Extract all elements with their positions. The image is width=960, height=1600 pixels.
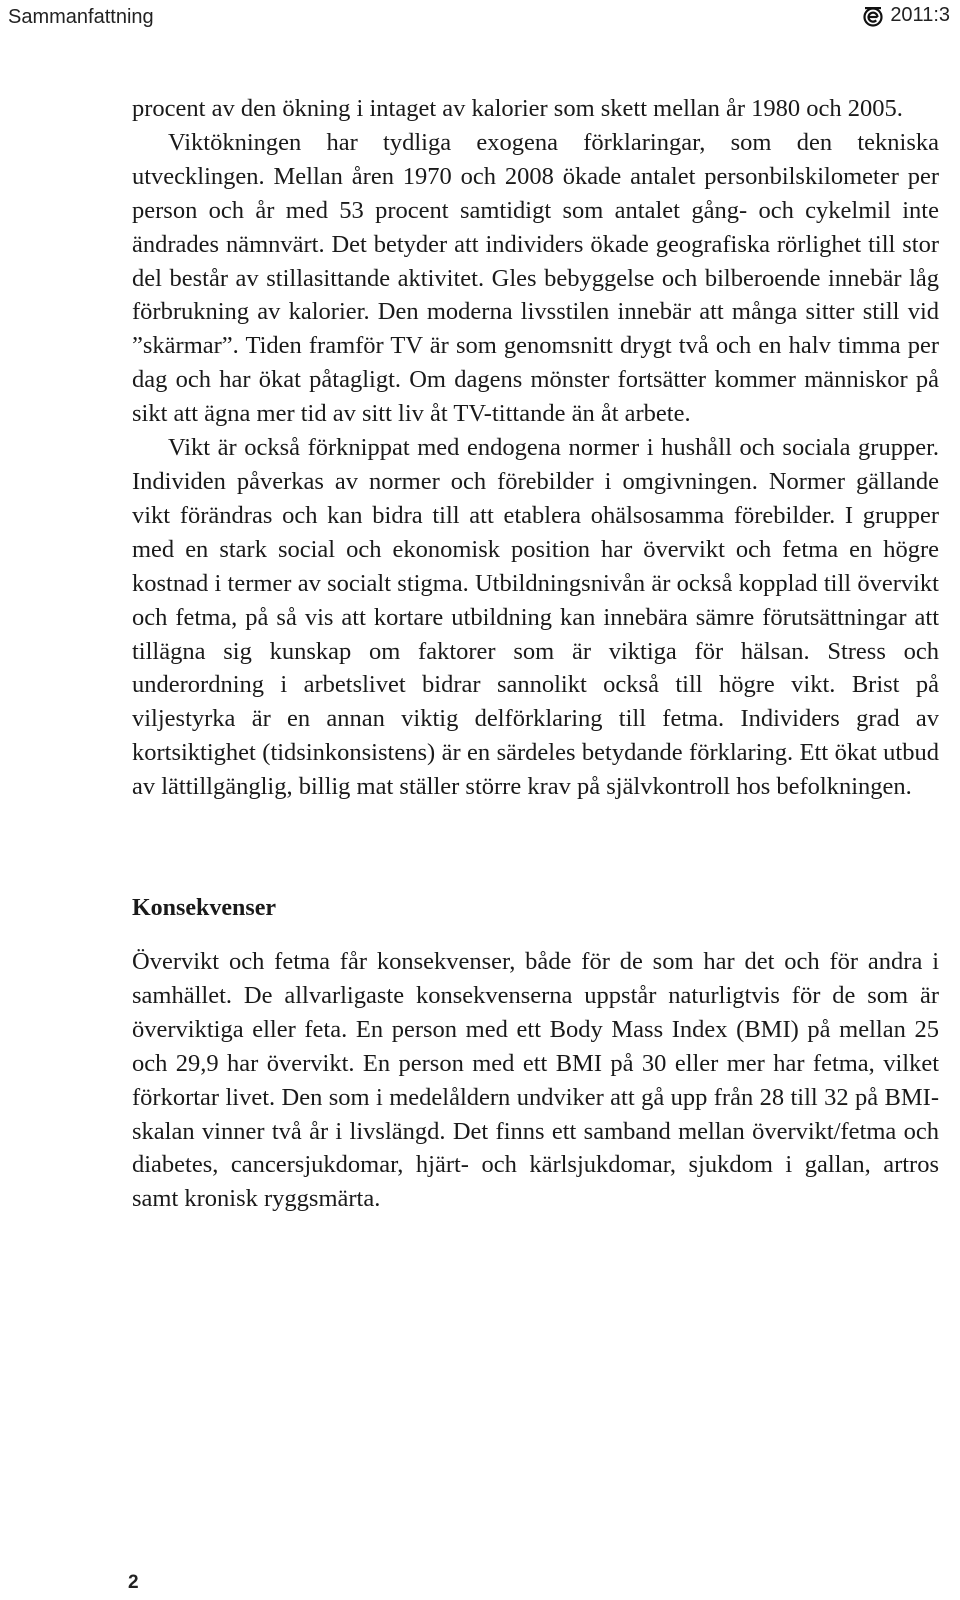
header-issue-group [862, 4, 950, 27]
page-number: 2 [128, 1572, 139, 1593]
paragraph-endogenous: Vikt är också förknippat med endogena normer i hushåll och sociala grupper. Individen påverkas av normer och förebilder i omgivningen. Normer gällande vikt förändras och kan bidra till att etablera ohälsosamma förebilder. I grupper med en stark social och ekonomisk position har övervikt och fetma en högre kostnad i termer av socialt stigma. Utbildningsnivån är också kopplad till övervikt och fetma, på så vis att kortare utbildning kan innebära sämre förutsättningar att tillägna sig kunskap om faktorer som är viktiga för hälsan. Stress och underordning i arbetslivet bidrar sannolikt också till högre vikt. Brist på viljestyrka är en annan viktig delförklaring till fetma. Individers grad av kortsiktighet (tidsinkonsistens) är en särdeles betydande förklaring. Ett ökat utbud av lättillgänglig, billig mat ställer större krav på självkontroll hos befolkningen. [132, 434, 939, 801]
e-circle-logo-icon [862, 5, 884, 27]
section-heading: Konsekvenser [132, 895, 276, 922]
issue-number: 2011:3 [890, 4, 950, 26]
paragraph-exogenous: Viktökningen har tydliga exogena förklaringar, som den tekniska utvecklingen. Mellan åren 1970 och 2008 ökade antalet personbilskilometer per person och år med 53 procent samtidigt som antalet gång- och cykelmil inte ändrades nämnvärt. Det betyder att individers ökade geografiska rörlighet till stor del består av stillasittande aktivitet. Gles bebyggelse och bilberoende innebär låg förbrukning av kalorier. Den moderna livsstilen innebär att många sitter still vid ”skärmar”. Tiden framför TV är som genomsnitt drygt två och en halv timma per dag och har ökat påtagligt. Om dagens mönster fortsätter kommer människor på sikt att ägna mer tid av sitt liv åt TV-tittande än åt arbete. [132, 128, 939, 428]
page-header [0, 0, 960, 38]
paragraph-consequences: Övervikt och fetma får konsekvenser, både för de som har det och för andra i samhället. De allvarligaste konsekvenserna uppstår naturligtvis för de som är överviktiga eller feta. En person med ett Body Mass Index (BMI) på mellan 25 och 29,9 har övervikt. En person med ett BMI på 30 eller mer har fetma, vilket förkortar livet. Den som i medelåldern undviker att gå upp från 28 till 32 på BMI-skalan vinner två år i livslängd. Det finns ett samband mellan övervikt/fetma och diabetes, cancersjukdomar, hjärt- och kärlsjukdomar, sjukdom i gallan, artros samt kronisk ryggsmärta. [132, 948, 939, 1213]
header-title: Sammanfattning [8, 6, 154, 28]
paragraph-intro: procent av den ökning i intaget av kalorier som skett mellan år 1980 och 2005. [132, 95, 903, 122]
document-body [132, 92, 939, 1216]
